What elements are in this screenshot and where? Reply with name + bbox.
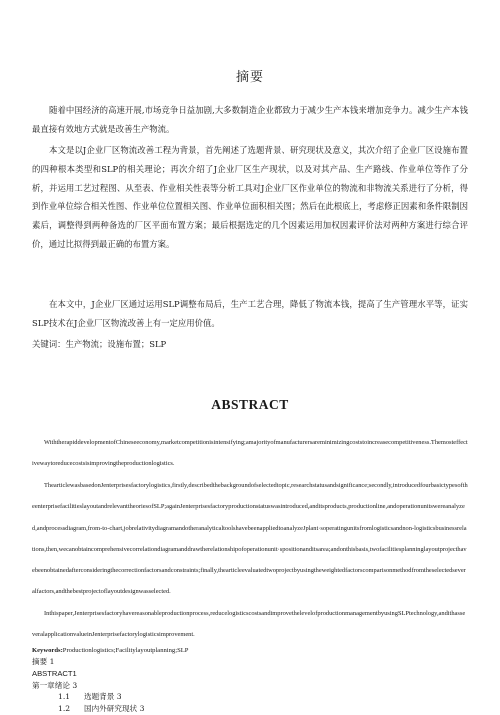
toc-item-chapter-1[interactable]: 第一章绪论 3 xyxy=(32,680,78,690)
english-keywords-text: Productionlogistics;Facilitylayoutplanning;SLP xyxy=(62,647,189,654)
table-of-contents xyxy=(32,656,468,715)
toc-item-1-1-label: 选题背景 3 xyxy=(84,692,122,702)
chinese-paragraph-3: 在本文中，J企业厂区通过运用SLP调整布局后，生产工艺合理，降低了物流本钱，提高了生产管理水平等，证实SLP技术在J企业厂区物流改善上有一定应用价值。 xyxy=(32,299,468,328)
chinese-abstract-title: 摘要 xyxy=(235,70,264,85)
english-keywords xyxy=(32,646,468,656)
chinese-keywords: 关键词：生产物流；设施布置；SLP xyxy=(32,339,167,349)
english-keywords-label: Keywords: xyxy=(32,647,63,654)
toc-item-abstract-cn[interactable]: 摘要 1 xyxy=(32,657,55,666)
toc-item-1-1[interactable] xyxy=(32,691,468,703)
english-paragraph-2: ThearticlewasbasedonJenterprisesfactorylogistics,firstly,describedthebackgroundofselectedtopic,researchstatusandsignificance;secondly,introducedfourbasictypesoftheenterprisefacilitieslayoutandrelevanttheoriesofSLP;againJenterprisesfactoryproductionstatuswasintroduced,anditsproducts,productionline,andoperationunitswereanalyzed,andprocessdiagram,from-to-chart,jobrelativitydiagramandotheranalyticaltoolshavebeenappliedtoanalyzeJplant·soperatingunitsfromlogisticsandnon-logisticsbusinessrelations,then,wecanobtaincomprehensivecorrelationdiagramanddrawtherelationshipofoperationunit·spositionanditsarea;andonthisbasis,twofacilitiesplanninglayoutprojecthavebeenobtainedafterconsideringthecorrectionfactorsandconstraints;finally,thearticleevaluatedtwoprojectbyusingtheweightedfactorscomparisonmethodfromtheselectedseveralfactors,andthebestprojectoflayoutdesignwasselected. xyxy=(32,482,468,596)
english-paragraph-3: Inthispaper,Jenterprisesfactoryhavereasonableproductionprocess,reducelogisticscostsandimprovethelevelofproductionmanagementbyusingSLPtechnology,andithasseveralapplicationvalueinJenterprisefactorylogisticsimprovement. xyxy=(32,610,466,639)
chinese-paragraph-1: 随着中国经济的高速开展,市场竞争日益加剧,大多数制造企业都致力于减少生产本钱来增加竞争力。减少生产本钱最直接有效地方式就是改善生产物流。 xyxy=(32,105,468,134)
toc-item-1-2-label: 国内外研究现状 3 xyxy=(84,704,145,714)
toc-item-abstract-en[interactable]: ABSTRACT1 xyxy=(32,668,77,678)
toc-item-1-2[interactable] xyxy=(32,703,468,715)
chinese-paragraph-2: 本文是以J企业厂区物流改善工程为背景，首先阐述了选题背景、研究现状及意义，其次介绍了企业厂区设施布置的四种根本类型和SLP的相关理论；再次介绍了J企业厂区生产现状，以及对其产品、生产路线、作业单位等作了分析，并运用工艺过程图、从至表、作业相关性表等分析工具对J企业厂区作业单位的物流和非物流关系进行了分析，得到作业单位综合相关性图、作业单位位置相关图、作业单位面积相关图；然后在此根底上，考虑修正因素和条件限制因素后，调整得到两种备选的厂区平面布置方案；最后根据选定的几个因素运用加权因素评价法对两种方案进行综合评价，通过比拟得到最正确的布置方案。 xyxy=(32,145,468,249)
english-paragraph-1: WiththerapiddevelopmentofChineseeconomy,marketcompetitionisintensifying;amajorityofmanufacturersareminimizingcoststoincreasecompetitiveness.Themosteffectivewaytoreducecostsisimprovingtheproductionlogistics. xyxy=(32,439,468,468)
toc-item-1-2-number: 1.2 xyxy=(58,704,71,714)
toc-item-1-1-number: 1.1 xyxy=(58,692,71,702)
english-abstract-title: ABSTRACT xyxy=(211,397,289,412)
